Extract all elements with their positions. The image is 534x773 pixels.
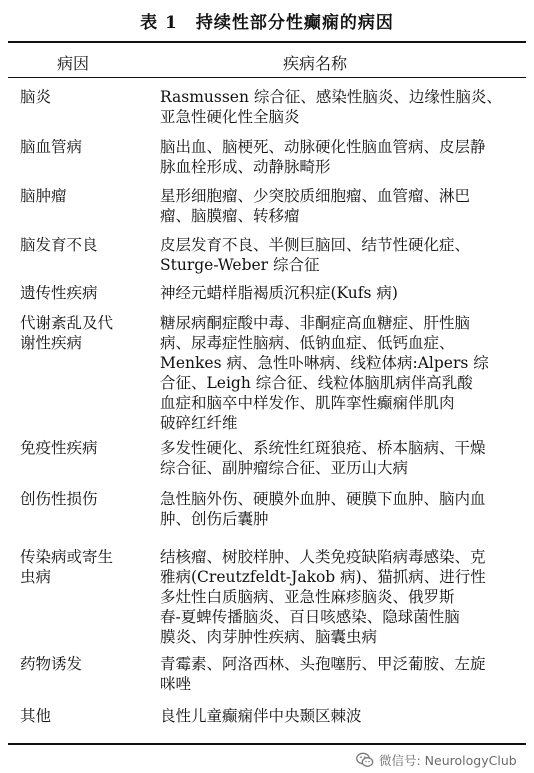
row-cause: 脑血管病 [20, 138, 83, 156]
row-disease: 良性儿童癫痫伴中央颞区棘波 [160, 707, 362, 725]
row-cause: 创伤性损伤 [20, 490, 98, 508]
top-rule [8, 41, 526, 43]
watermark-text: 微信号: NeurologyClub [379, 753, 517, 768]
table-number: 表 1 [140, 13, 178, 33]
bottom-rule [8, 743, 526, 745]
header-rule [8, 77, 526, 78]
row-disease: Rasmussen 综合征、感染性脑炎、边缘性脑炎、 亚急性硬化性全脑炎 [160, 88, 502, 126]
row-cause: 代谢紊乱及代 谢性疾病 [20, 314, 114, 352]
row-disease: 糖尿病酮症酸中毒、非酮症高血糖症、肝性脑 病、尿毒症性脑病、低钠血症、低钙血症、 Menkes 病、急性卟啉病、线粒体病:Alpers 综 合征、Leigh 综合征、线粒体脑肌病伴高乳酸 血症和脑卒中样发作、肌阵挛性癫痫伴肌肉 破碎红纤维 [160, 314, 489, 432]
row-cause: 脑炎 [20, 88, 52, 106]
table-title-text: 持续性部分性癫痫的病因 [195, 13, 394, 33]
row-cause: 其他 [20, 707, 52, 725]
row-cause: 免疫性疾病 [20, 439, 98, 457]
row-disease: 青霉素、阿洛西林、头孢噻肟、甲泛葡胺、左旋 咪唑 [160, 655, 486, 693]
row-cause: 遗传性疾病 [20, 284, 98, 302]
row-disease: 多发性硬化、系统性红斑狼疮、桥本脑病、干燥 综合征、副肿瘤综合征、亚历山大病 [160, 439, 486, 477]
row-cause: 药物诱发 [20, 655, 83, 673]
row-cause: 传染病或寄生 虫病 [20, 548, 114, 586]
header-disease: 疾病名称 [283, 54, 348, 73]
row-disease: 急性脑外伤、硬膜外血肿、硬膜下血肿、脑内血 肿、创伤后囊肿 [160, 490, 486, 528]
header-cause: 病因 [57, 54, 90, 73]
row-disease: 脑出血、脑梗死、动脉硬化性脑血管病、皮层静 脉血栓形成、动静脉畸形 [160, 138, 486, 176]
row-disease: 星形细胞瘤、少突胶质细胞瘤、血管瘤、淋巴 瘤、脑膜瘤、转移瘤 [160, 187, 471, 225]
row-cause: 脑肿瘤 [20, 187, 67, 205]
watermark [356, 749, 528, 771]
row-disease: 皮层发育不良、半侧巨脑回、结节性硬化症、 Sturge-Weber 综合征 [160, 236, 471, 274]
row-cause: 脑发育不良 [20, 236, 98, 254]
wechat-icon [356, 752, 374, 768]
row-disease: 神经元蜡样脂褐质沉积症(Kufs 病) [160, 284, 398, 302]
row-disease: 结核瘤、树胶样肿、人类免疫缺陷病毒感染、克 雅病(Creutzfeldt-Jakob 病)、猫抓病、进行性 多灶性白质脑病、亚急性麻疹脑炎、俄罗斯 春-夏蜱传播脑炎、百日咳感染、隐球菌性脑 膜炎、肉芽肿性疾病、脑囊虫病 [160, 548, 486, 646]
table-title [0, 8, 534, 33]
